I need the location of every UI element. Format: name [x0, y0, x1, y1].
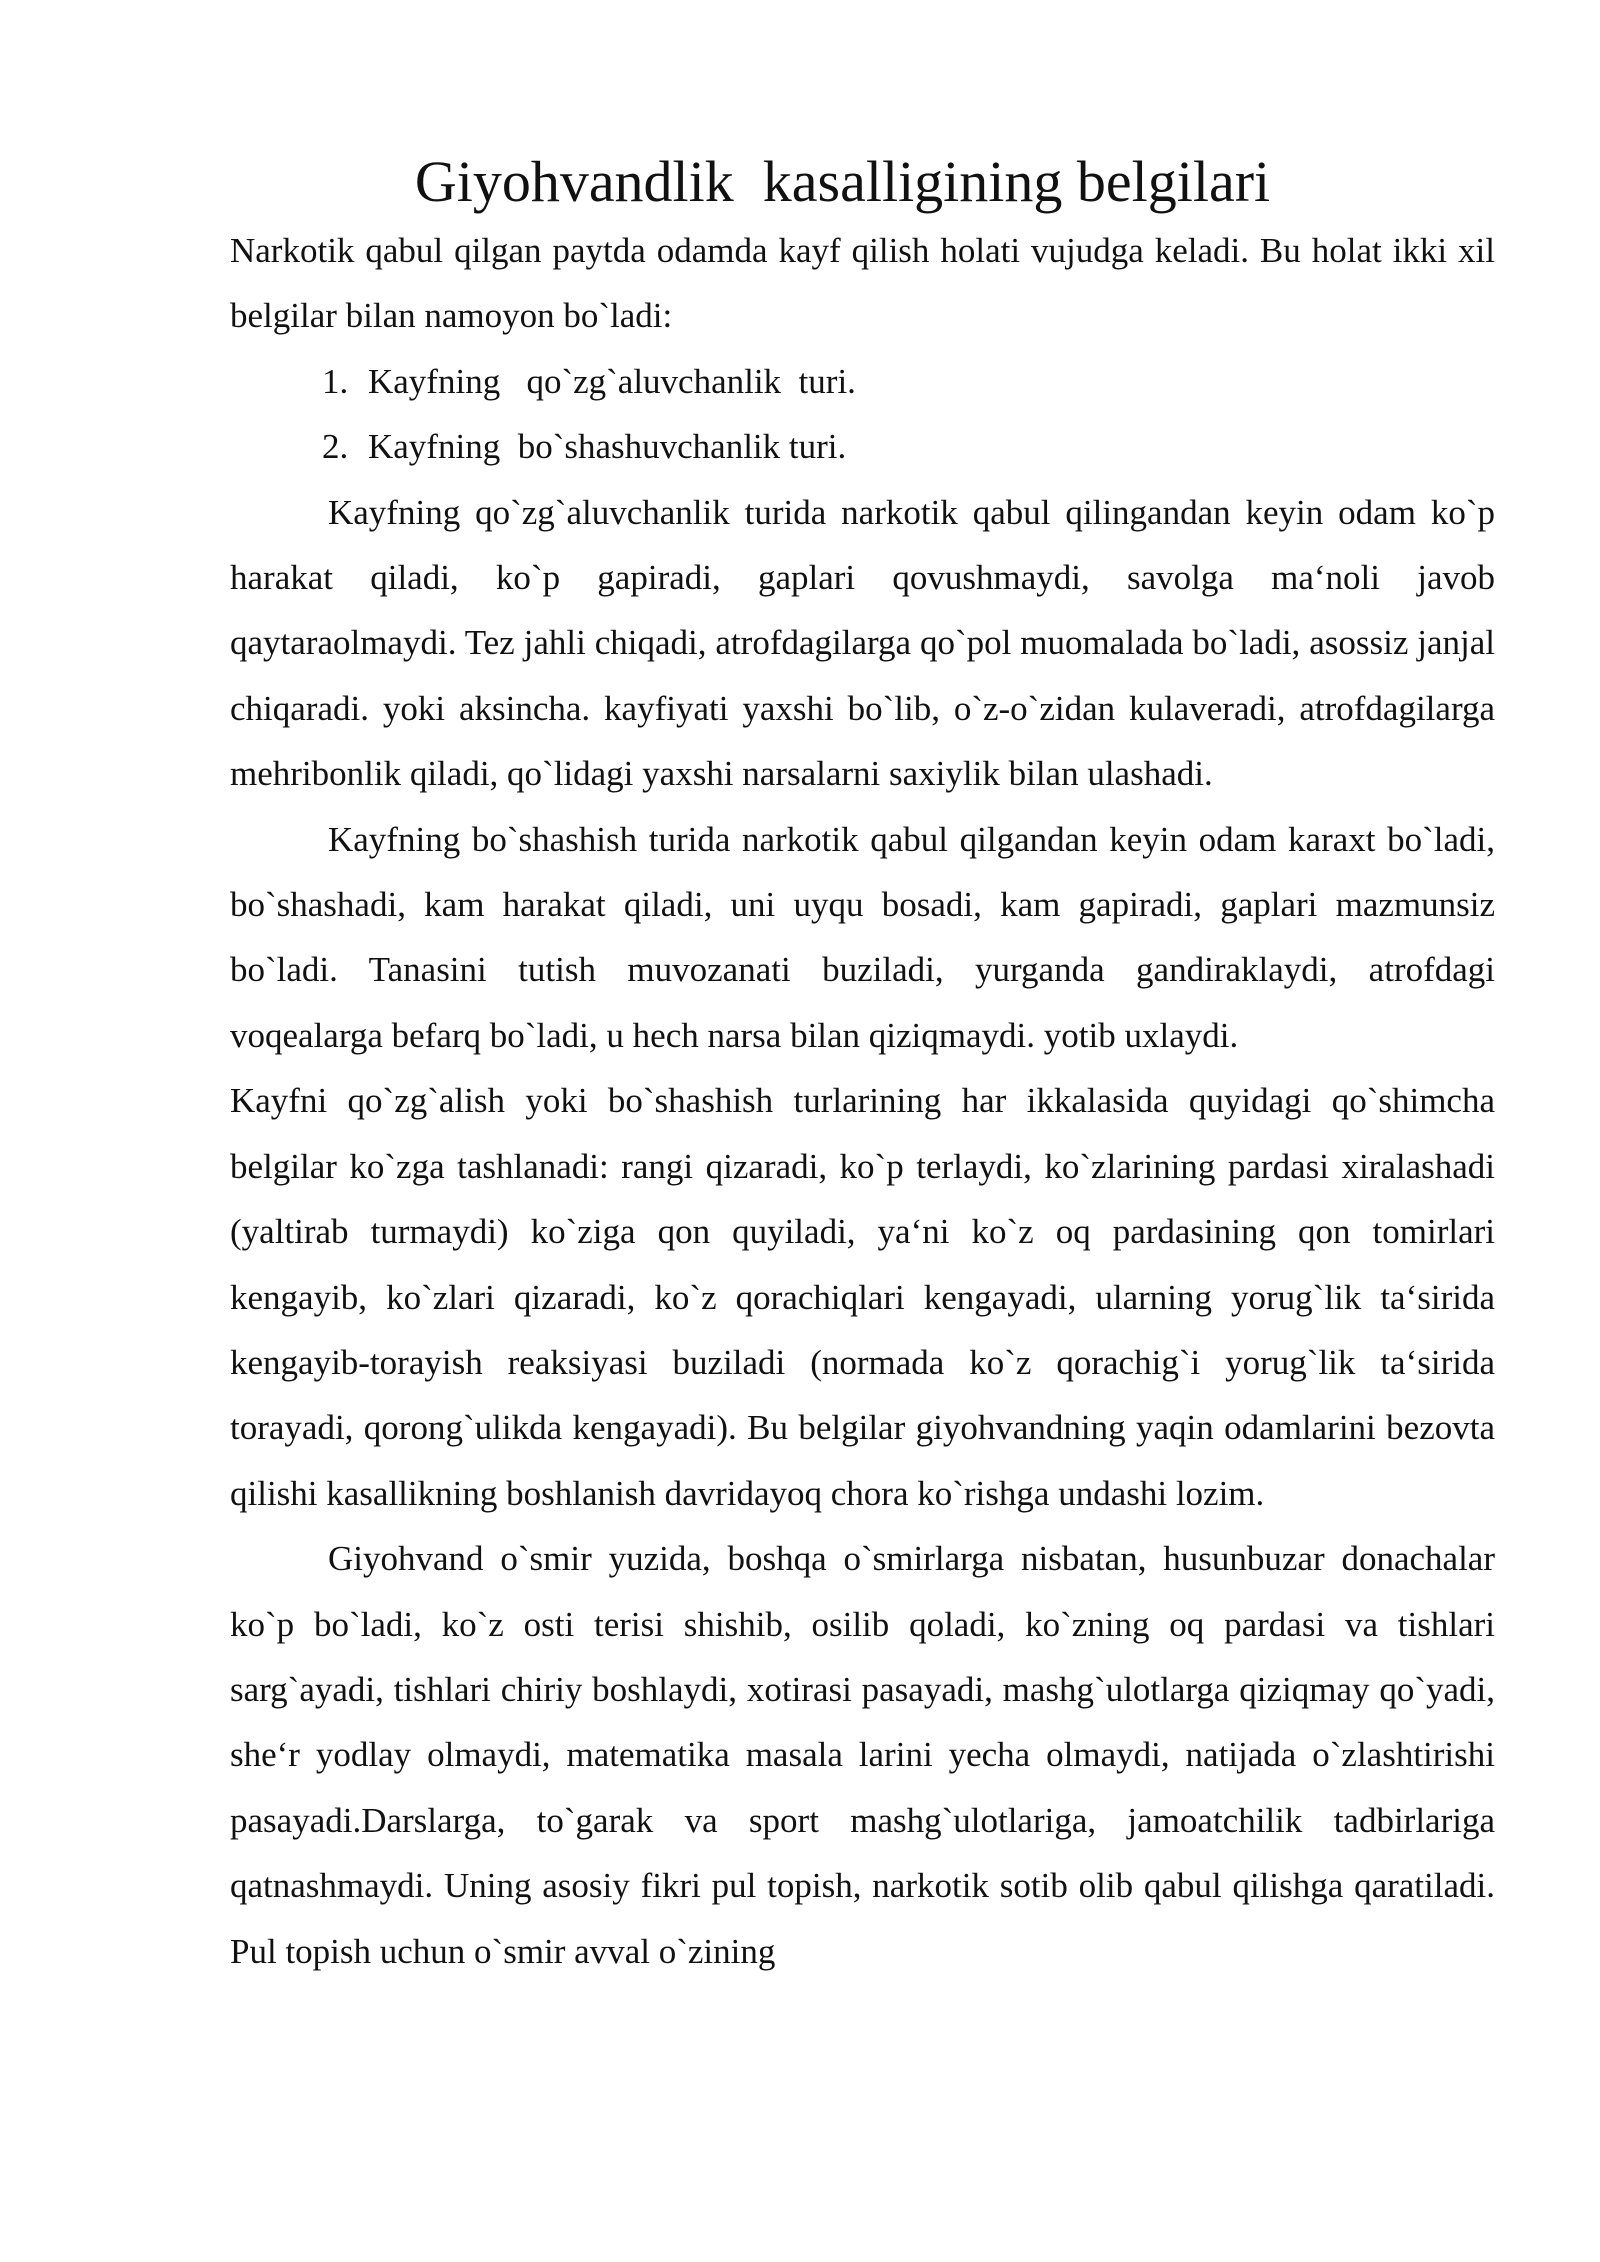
list-item — [322, 349, 1495, 414]
list-text: Kayfning bo`shashuvchanlik turi. — [368, 427, 847, 467]
types-list — [230, 349, 1495, 480]
document-title: Giyohvandlik kasalligining belgilari — [414, 149, 1271, 214]
list-item — [322, 414, 1495, 479]
list-number: 2. — [322, 427, 349, 467]
list-text: Kayfning qo`zg`aluvchanlik turi. — [368, 361, 856, 401]
list-number: 1. — [322, 361, 349, 401]
paragraph-common-signs: Kayfni qo`zg`alish yoki bo`shashish turlarining har ikkalasida quyidagi qo`shimcha belgilar ko`zga tashlanadi: rangi qizaradi, ko`p terlaydi, ko`zlarining pardasi xiralashadi (yaltirab turmaydi) ko`ziga qon quyiladi, ya‘ni ko`z oq pardasining qon tomirlari kengayib, ko`zlari qizaradi, ko`z qorachiqlari kengayadi, ularning yorug`lik ta‘sirida kengayib-torayish reaksiyasi buziladi (normada ko`z qorachig`i yorug`lik ta‘sirida torayadi, qorong`ulikda kengayadi). Bu belgilar giyohvandning yaqin odamlarini bezovta qilishi kasallikning boshlanish davridayoq chora ko`rishga undashi lozim. — [230, 1081, 1495, 1513]
intro-paragraph: Narkotik qabul qilgan paytda odamda kayf qilish holati vujudga keladi. Bu holat ikki xil belgilar bilan namoyon bo`ladi: — [230, 231, 1495, 336]
paragraph-excitation-type: Kayfning qo`zg`aluvchanlik turida narkotik qabul qilingandan keyin odam ko`p harakat qiladi, ko`p gapiradi, gaplari qovushmaydi, savolga ma‘noli javob qaytaraolmaydi. Tez jahli chiqadi, atrofdagilarga qo`pol muomalada bo`ladi, asossiz janjal chiqaradi. yoki aksincha. kayfiyati yaxshi bo`lib, o`z-o`zidan kulaveradi, atrofdagilarga mehribonlik qiladi, qo`lidagi yaxshi narsalarni saxiylik bilan ulashadi. — [230, 492, 1495, 794]
paragraph-adolescent-signs: Giyohvand o`smir yuzida, boshqa o`smirlarga nisbatan, husunbuzar donachalar ko`p bo`ladi, ko`z osti terisi shishib, osilib qoladi, ko`zning oq pardasi va tishlari sarg`ayadi, tishlari chiriy boshlaydi, xotirasi pasayadi, mashg`ulotlarga qiziqmay qo`yadi, she‘r yodlay olmaydi, matematika masala larini yecha olmaydi, natijada o`zlashtirishi pasayadi.Darslarga, to`garak va sport mashg`ulotlariga, jamoatchilik tadbirlariga qatnashmaydi. Uning asosiy fikri pul topish, narkotik sotib olib qabul qilishga qaratiladi. Pul topish uchun o`smir avval o`zining — [230, 1539, 1495, 1971]
paragraph-relaxation-type: Kayfning bo`shashish turida narkotik qabul qilgandan keyin odam karaxt bo`ladi, bo`shashadi, kam harakat qiladi, uni uyqu bosadi, kam gapiradi, gaplari mazmunsiz bo`ladi. Tanasini tutish muvozanati buziladi, yurganda gandiraklaydi, atrofdagi voqealarga befarq bo`ladi, u hech narsa bilan qiziqmaydi. yotib uxlaydi. — [230, 819, 1495, 1055]
